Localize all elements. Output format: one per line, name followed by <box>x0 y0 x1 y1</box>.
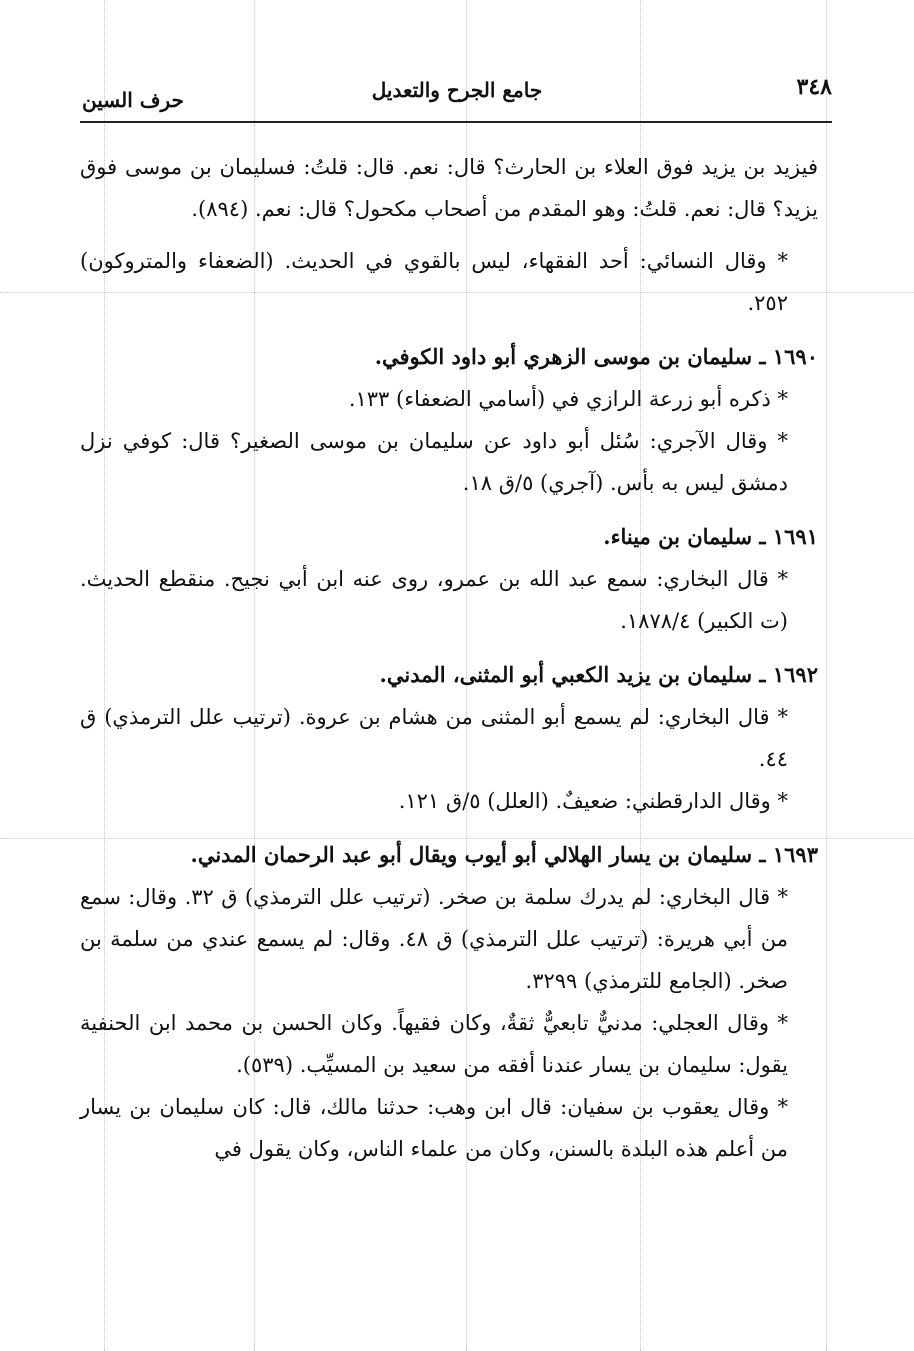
book-title: جامع الجرح والتعديل <box>371 78 543 102</box>
section-title: حرف السين <box>82 88 184 112</box>
header-rule <box>80 121 832 123</box>
entry-heading: ١٦٩٣ ـ سليمان بن يسار الهلالي أبو أيوب ويقال أبو عبد الرحمان المدني. <box>190 842 818 867</box>
paragraph: * وقال النسائي: أحد الفقهاء، ليس بالقوي في الحديث. (الضعفاء والمتروكون) ٢٥٢. <box>80 249 788 315</box>
entry-heading: ١٦٩٠ ـ سليمان بن موسى الزهري أبو داود الكوفي. <box>374 344 818 369</box>
page-body <box>80 146 818 1170</box>
paragraph: * ذكره أبو زرعة الرازي في (أسامي الضعفاء) ١٣٣. <box>348 387 788 411</box>
paragraph: * قال البخاري: سمع عبد الله بن عمرو، روى عنه ابن أبي نجيح. منقطع الحديث. (ت الكبير) ١٨٧٨/٤. <box>80 567 788 633</box>
paragraph: * قال البخاري: لم يسمع أبو المثنى من هشام بن عروة. (ترتيب علل الترمذي) ق ٤٤. <box>80 705 788 771</box>
page-header <box>82 70 832 120</box>
paragraph: * وقال الآجري: سُئل أبو داود عن سليمان بن موسى الصغير؟ قال: كوفي نزل دمشق ليس به بأس. (آجري) ٥/ق ١٨. <box>80 429 788 495</box>
paragraph: * وقال العجلي: مدنيٌّ تابعيٌّ ثقةٌ، وكان فقيهاً. وكان الحسن بن محمد ابن الحنفية يقول: سليمان بن يسار عندنا أفقه من سعيد بن المسيِّب. (٥٣٩). <box>80 1011 788 1077</box>
entry-heading: ١٦٩٢ ـ سليمان بن يزيد الكعبي أبو المثنى، المدني. <box>379 662 818 687</box>
paragraph: فيزيد بن يزيد فوق العلاء بن الحارث؟ قال: نعم. قال: قلتُ: فسليمان بن موسى فوق يزيد؟ قال: نعم. قلتُ: وهو المقدم من أصحاب مكحول؟ قال: نعم. (٨٩٤). <box>80 155 818 221</box>
entry-heading: ١٦٩١ ـ سليمان بن ميناء. <box>603 524 818 549</box>
scan-dot-line <box>826 0 827 1351</box>
paragraph: * قال البخاري: لم يدرك سلمة بن صخر. (ترتيب علل الترمذي) ق ٣٢. وقال: سمع من أبي هريرة: (ترتيب علل الترمذي) ق ٤٨. وقال: لم يسمع عندي من سلمة بن صخر. (الجامع للترمذي) ٣٢٩٩. <box>80 885 788 993</box>
paragraph: * وقال الدارقطني: ضعيفٌ. (العلل) ٥/ق ١٢١. <box>398 789 788 813</box>
paragraph: * وقال يعقوب بن سفيان: قال ابن وهب: حدثنا مالك، قال: كان سليمان بن يسار من أعلم هذه البلدة بالسنن، وكان من علماء الناس، وكان يقول في <box>80 1095 788 1161</box>
page-number: ٣٤٨ <box>796 74 832 100</box>
